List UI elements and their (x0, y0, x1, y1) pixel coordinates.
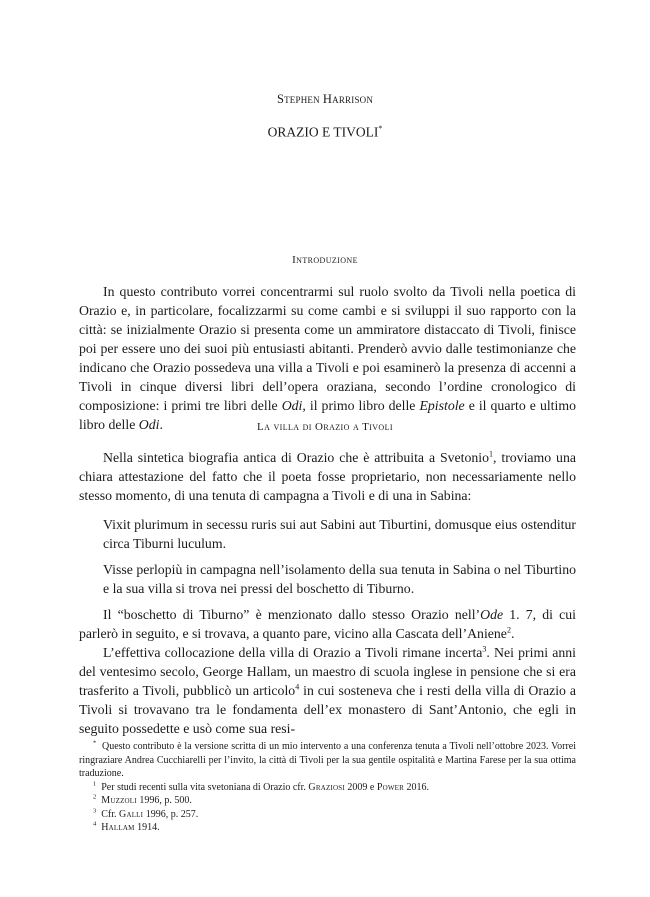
footnote-star-mark: * (93, 739, 97, 747)
villa-body-1 (79, 448, 576, 505)
footnote-2-text: 1996, p. 500. (136, 795, 192, 806)
intro-text-2: , il primo libro delle (302, 398, 420, 413)
footnote-3-author: Galli (119, 808, 144, 820)
title-footnote-mark: * (378, 124, 383, 133)
latin-quotation: Vixit plurimum in secessu ruris sui aut Sabini aut Tiburtini, domusque eius ostenditur circa Tiburni luculum. (103, 517, 576, 551)
intro-text-3: e il quarto e ultimo libro delle (79, 398, 576, 432)
villa-text-1a: Nella sintetica biografia antica di Orazio che è attribuita a Svetonio (103, 450, 490, 465)
villa-paragraph-2 (79, 605, 576, 643)
footnote-1-text-a: Per studi recenti sulla vita svetoniana di Orazio cfr. (101, 781, 309, 793)
footnote-3-text: 1996, p. 257. (143, 808, 199, 820)
villa-text-2c: . (510, 626, 515, 641)
section-heading-villa: La villa di Orazio a Tivoli (257, 421, 393, 433)
footnote-2-mark: 2 (93, 793, 97, 801)
italian-translation: Visse perlopiù in campagna nell’isolamento della sua tenuta in Sabina o nel Tiburtino e la sua villa si trova nei pressi del boschetto di Tiburno. (103, 562, 576, 596)
footnotes (79, 740, 576, 835)
footnote-1-author-2: Power (376, 781, 404, 793)
footnote-4-author: Hallam (101, 822, 135, 833)
villa-body-2 (79, 605, 576, 738)
author-first-name: Stephen (276, 92, 320, 106)
author-last-name: Harrison (322, 92, 374, 106)
villa-text-1b: , troviamo una chiara attestazione del fatto che il poeta fosse proprietario, non necessariamente nello stesso momento, di una tenuta di campagna a Tivoli e di una in Sabina: (79, 450, 576, 503)
footnote-ref-3: 3 (482, 644, 487, 654)
footnote-star-text: Questo contributo è la versione scritta di un mio intervento a una conferenza tenuta a Tivoli nell’ottobre 2023. Vorrei ringraziare Andrea Cucchiarelli per l’invito, la città di Tivoli per la sua gentile ospitalità e Martina Farese per la sua ottima traduzione. (79, 741, 576, 779)
villa-text-2a: Il “boschetto di Tiburno” è menzionato dallo stesso Orazio nell’ (103, 607, 481, 622)
footnote-ref-4: 4 (295, 682, 300, 692)
section-heading-introduction: Introduzione (292, 254, 358, 266)
footnote-3-text-a: Cfr. (101, 808, 120, 820)
villa-text-2b: 1. 7, di cui parlerò in seguito, e si trovava, a quanto pare, vicino alla Cascata dell’Aniene (79, 607, 576, 641)
footnote-ref-1: 1 (489, 449, 494, 459)
footnote-3-mark: 3 (93, 807, 97, 815)
footnote-1 (79, 781, 576, 795)
intro-italic-odi: Odi (281, 398, 303, 413)
villa-text-3a: L’effettiva collocazione della villa di Orazio a Tivoli rimane incerta (103, 645, 483, 660)
villa-text-3b: . Nei primi anni del ventesimo secolo, George Hallam, un maestro di scuola inglese in pensione che si era trasferito a Tivoli, pubblicò un articolo (79, 645, 576, 698)
introduction-body (79, 282, 576, 434)
footnote-1-text-b: 2009 e (344, 781, 377, 793)
villa-paragraph-3 (79, 643, 576, 738)
article-title-text: ORAZIO E TIVOLI (267, 124, 379, 140)
villa-italic-ode: Ode (480, 607, 504, 622)
footnote-3 (79, 808, 576, 822)
villa-text-3c: in cui sosteneva che i resti della villa di Orazio a Tivoli si trovavano tra le fondamenta dell’ex monastero di Sant’Antonio, che egli in seguito possedette e usò come sua resi- (79, 683, 576, 736)
footnote-star (79, 740, 576, 781)
intro-text-4: . (159, 417, 163, 432)
footnote-1-mark: 1 (93, 780, 97, 788)
footnote-1-text-c: 2016. (403, 781, 429, 793)
author-name (0, 92, 650, 107)
article-title (0, 124, 650, 141)
villa-paragraph-1 (79, 448, 576, 505)
intro-text-1: In questo contributo vorrei concentrarmi sul ruolo svolto da Tivoli nella poetica di Orazio e, in particolare, focalizzarmi su come cambi e si sviluppi il suo rapporto con la città: se inizialmente Orazio si presenta come un ammiratore distaccato di Tivoli, finisce poi per essere uno dei suoi più entusiasti abitanti. Prenderò avvio dalle testimonianze che indicano che Orazio possedeva una villa a Tivoli e poi esaminerò la presenza di accenni a Tivoli in cinque diversi libri dell’opera oraziana, secondo l’ordine cronologico di composizione: i primi tre libri delle (79, 284, 576, 413)
footnote-4 (79, 821, 576, 835)
footnote-ref-2: 2 (506, 625, 511, 635)
footnote-4-mark: 4 (93, 820, 97, 828)
intro-italic-odi-2: Odi (138, 417, 160, 432)
footnote-2 (79, 794, 576, 808)
intro-italic-epistole: Epistole (419, 398, 465, 413)
footnote-1-author-1: Graziosi (308, 781, 345, 793)
footnote-4-text: 1914. (134, 822, 160, 833)
footnote-2-author: Muzzoli (101, 795, 137, 806)
intro-paragraph (79, 282, 576, 434)
